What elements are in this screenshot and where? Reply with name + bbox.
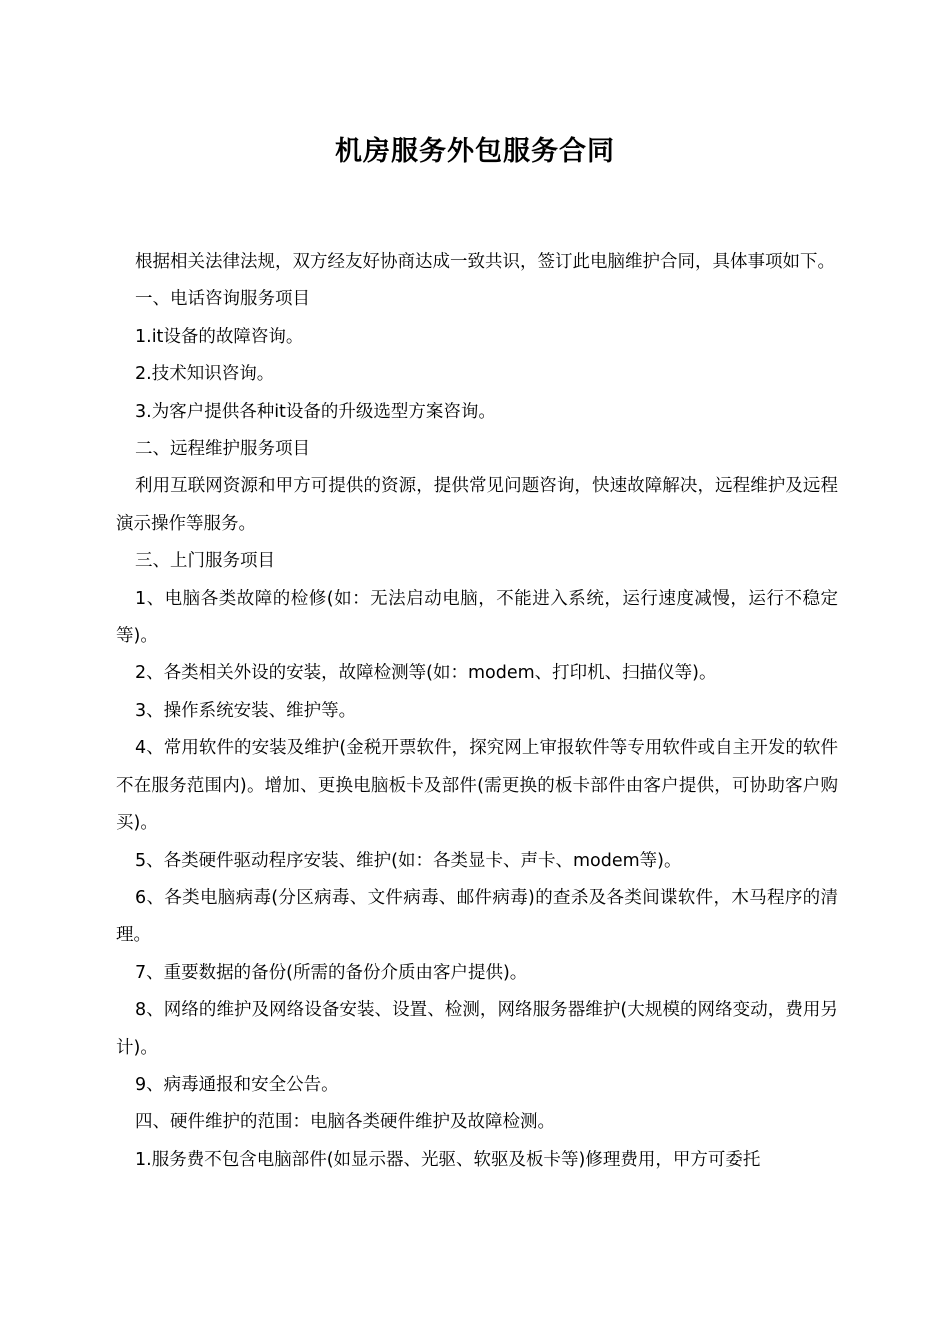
list-item: 1.it设备的故障咨询。: [135, 326, 304, 347]
section-heading-remote-maintenance: 二、远程维护服务项目: [135, 439, 310, 460]
remote-maintenance-paragraph: 利用互联网资源和甲方可提供的资源，提供常见问题咨询，快速故障解决，远程维护及远程演示操作等服务。: [116, 476, 838, 534]
list-item: 3.为客户提供各种it设备的升级选型方案咨询。: [135, 401, 496, 422]
document-title: 机房服务外包服务合同: [335, 136, 615, 167]
section-heading-onsite-service: 三、上门服务项目: [135, 551, 275, 572]
list-item: 2、各类相关外设的安装，故障检测等(如：modem、打印机、扫描仪等)。: [135, 663, 717, 684]
section-heading-phone-consulting: 一、电话咨询服务项目: [135, 289, 310, 310]
list-item: 3、操作系统安装、维护等。: [135, 700, 357, 721]
section-heading-hardware-maintenance: 四、硬件维护的范围：电脑各类硬件维护及故障检测。: [135, 1112, 555, 1133]
document-body: [116, 244, 838, 1179]
intro-paragraph: 根据相关法律法规，双方经友好协商达成一致共识，签订此电脑维护合同，具体事项如下。: [135, 252, 835, 272]
list-item: 8、网络的维护及网络设备安装、设置、检测，网络服务器维护(大规模的网络变动，费用另计)。: [116, 1000, 838, 1058]
list-item: 2.技术知识咨询。: [135, 364, 275, 385]
list-item: 1、电脑各类故障的检修(如：无法启动电脑，不能进入系统，运行速度减慢，运行不稳定等)。: [116, 588, 838, 647]
list-item: 9、病毒通报和安全公告。: [135, 1074, 339, 1095]
list-item: 7、重要数据的备份(所需的备份介质由客户提供)。: [135, 962, 528, 983]
list-item: 4、常用软件的安装及维护(金税开票软件，探究网上审报软件等专用软件或自主开发的软件不在服务范围内)。增加、更换电脑板卡及部件(需更换的板卡部件由客户提供，可协助客户购买)。: [116, 738, 838, 834]
list-item: 6、各类电脑病毒(分区病毒、文件病毒、邮件病毒)的查杀及各类间谍软件，木马程序的清理。: [116, 887, 838, 946]
list-item: 5、各类硬件驱动程序安装、维护(如：各类显卡、声卡、modem等)。: [135, 850, 682, 871]
list-item: 1.服务费不包含电脑部件(如显示器、光驱、软驱及板卡等)修理费用，甲方可委托: [135, 1149, 761, 1170]
